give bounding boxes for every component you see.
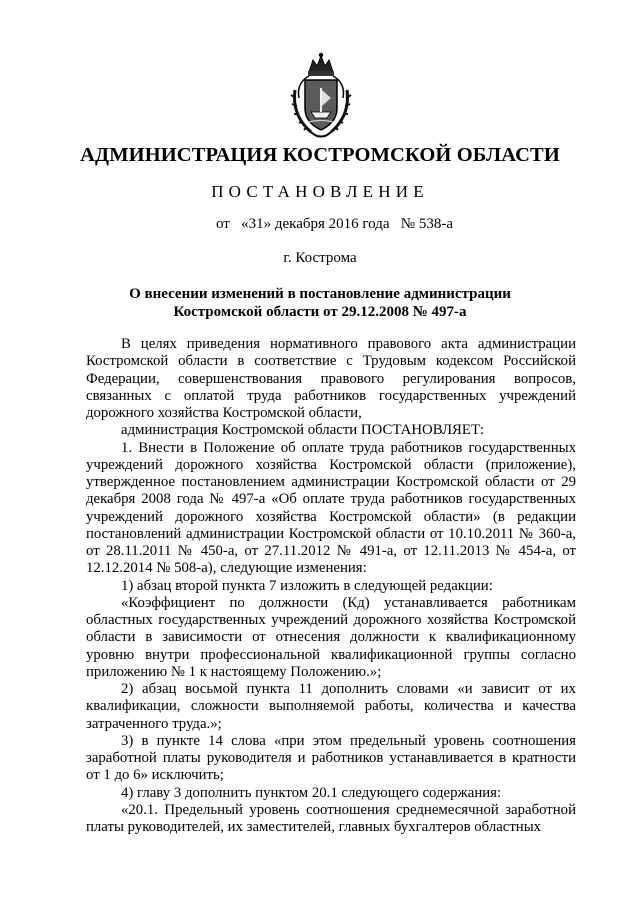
organization-title: АДМИНИСТРАЦИЯ КОСТРОМСКОЙ ОБЛАСТИ — [80, 144, 560, 166]
paragraph: 4) главу 3 дополнить пунктом 20.1 следующего содержания: — [121, 784, 502, 801]
document-city: г. Кострома — [283, 250, 357, 266]
paragraph: 2) абзац восьмой пункта 11 дополнить словами «и зависит от их квалификации, сложности выполняемой работы, количества и качества затраченного труда.»; — [86, 681, 576, 732]
paragraph: «Коэффициент по должности (Кд) устанавливается работникам областных государственных учреждений дорожного хозяйства Костромской области в зависимости от отнесения должности к квалификационному уровню внутри профессиональной квалификационной группы согласно приложению № 1 к настоящему Положению.»; — [86, 594, 576, 680]
paragraph: 3) в пункте 14 слова «при этом предельный уровень соотношения заработной платы руководителя и работников устанавливается в кратности от 1 до 6» исключить; — [86, 732, 576, 784]
document-subject — [0, 285, 640, 321]
document-type: ПОСТАНОВЛЕНИЕ — [211, 182, 429, 201]
subject-line: О внесении изменений в постановление администрации — [129, 286, 511, 302]
paragraph: администрация Костромской области ПОСТАНОВЛЯЕТ: — [121, 422, 485, 439]
paragraph: В целях приведения нормативного правового акта администрации Костромской области в соответствие с Трудовым кодексом Российской Федерации, совершенствования правового регулирования вопросов, связанных с оплатой труда работников государственных учреждений дорожного хозяйства Костромской области, — [86, 336, 576, 421]
document-body — [86, 336, 576, 836]
paragraph: 1) абзац второй пункта 7 изложить в следующей редакции: — [121, 577, 493, 594]
paragraph: 1. Внести в Положение об оплате труда работников государственных учреждений дорожного хозяйства Костромской области (приложение), утвержденное постановлением администрации Костромской области от 29 декабря 2008 года № 497-а «Об оплате труда работников государственных учреждений дорожного хозяйства Костромской области» (в редакции постановлений администрации Костромской области от 10.10.2011 № 360-а, от 28.11.2011 № 450-а, от 27.11.2012 № 491-а, от 12.11.2013 № 454-а, от 12.12.2014 № 508-а), следующие изменения: — [86, 439, 576, 577]
subject-line: Костромской области от 29.12.2008 № 497-а — [173, 304, 467, 320]
coat-of-arms-icon — [289, 50, 353, 140]
paragraph: «20.1. Предельный уровень соотношения среднемесячной заработной платы руководителей, их заместителей, главных бухгалтеров областных — [86, 801, 576, 835]
document-date-number: от «31» декабря 2016 года № 538-а — [216, 216, 453, 232]
